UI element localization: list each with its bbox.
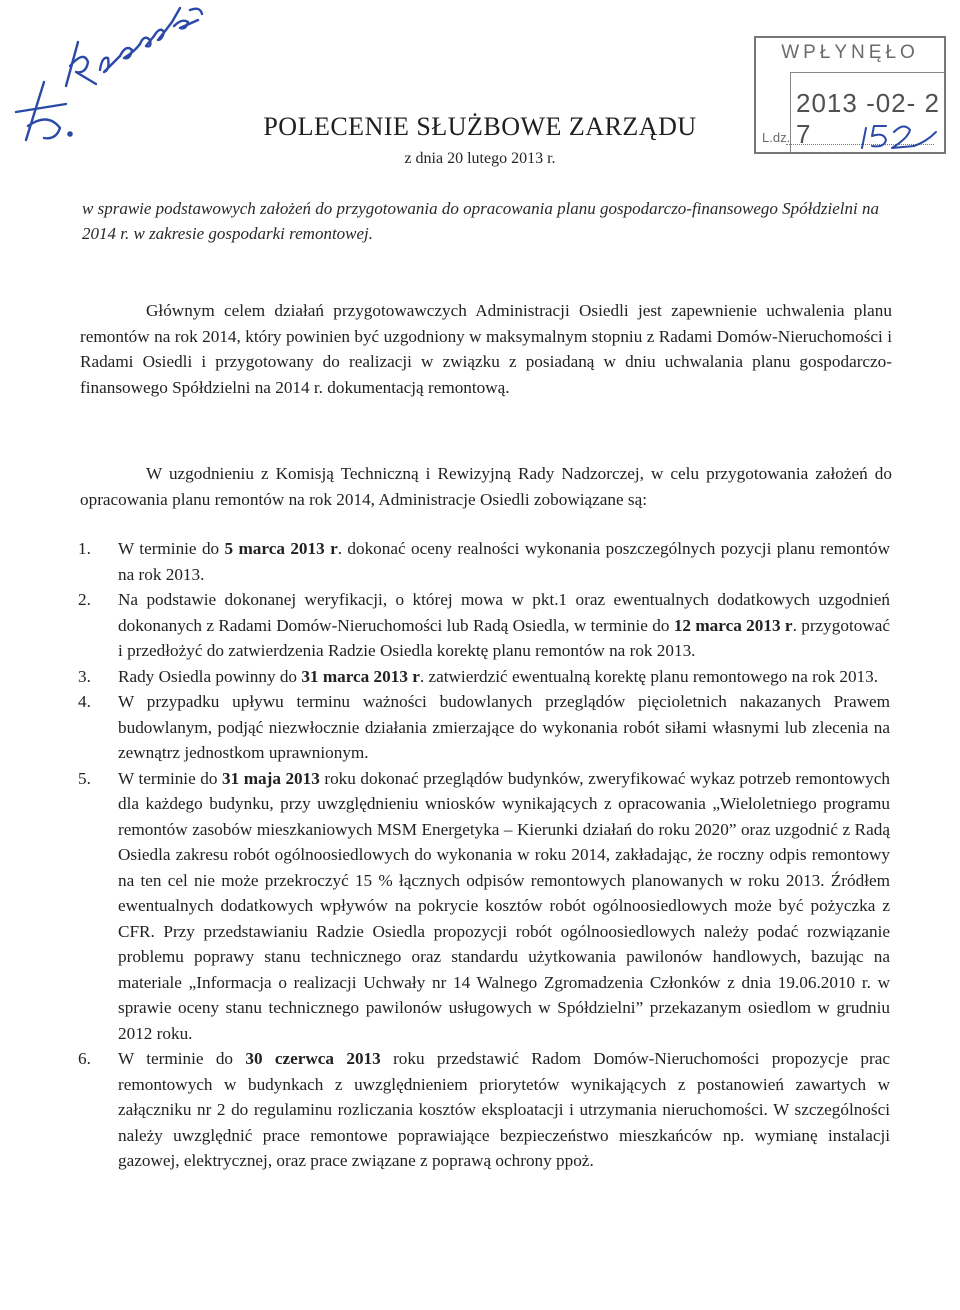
list-item-deadline: 12 marca 2013 r (673, 615, 793, 635)
document-subject: w sprawie podstawowych założeń do przygotowania do opracowania planu gospodarczo-finansowego Spółdzielni na 2014 r. w zakresie gospodarki remontowej. (82, 199, 879, 243)
list-item (78, 689, 890, 766)
list-item-text: W przypadku upływu terminu ważności budowlanych przeglądów pięcioletnich nakazanych Prawem budowlanym, podjąć niezwłocznie działania zmierzające do wykonania robót siłami własnymi lub zlecenia na zewnątrz jednostkom uprawnionym. (118, 692, 890, 762)
list-item-text: roku dokonać przeglądów budynków, zweryfikować wykaz potrzeb remontowych dla każdego budynku, przy uwzględnieniu wniosków wynikających z opracowania „Wieloletniego programu remontów zasobów mieszkaniowych MSM Energetyka – Kierunki działań do roku 2020” oraz uzgodnić z Radą Osiedla zakresu robót ogólnoosiedlowych do wykonania w roku 2014, zakładając, że roczny odpis remontowy na ten cel nie może przekroczyć 15 % łącznych odpisów remontowych planowanych w roku 2013. Źródłem ewentualnych dodatkowych wpływów na pokrycie kosztów robót ogólnoosiedlowych może być pożyczka z CFR. Przy przedstawianiu Radzie Osiedla propozycji robót ogólnoosiedlowych należy podać rozwiązanie problemu poprawy stanu technicznego oraz standardu użytkowania pawilonów handlowych, bazując na materiale „Informacja o realizacji Uchwały nr 14 Walnego Zgromadzenia Członków z dnia 19.06.2010 r. w sprawie oceny stanu technicznego pawilonów usługowych w Spółdzielni” przekazanym osiedlom w grudniu 2012 roku. (118, 768, 890, 1043)
list-item (78, 1046, 890, 1174)
list-item-number: 4. (78, 692, 91, 711)
list-item-number: 2. (78, 590, 91, 609)
stamp-date: 2013 -02- 2 7 (796, 88, 940, 149)
list-item-deadline: 31 marca 2013 r (301, 666, 420, 686)
list-item-text: Rady Osiedla powinny do (118, 666, 302, 686)
list-item (78, 587, 890, 664)
document-date: z dnia 20 lutego 2013 r. (404, 150, 556, 167)
document-title: POLECENIE SŁUŻBOWE ZARZĄDU (263, 112, 697, 141)
list-item-deadline: 5 marca 2013 r (224, 539, 338, 558)
stamp-divider (790, 72, 944, 73)
list-item-deadline: 31 maja 2013 (221, 768, 320, 788)
list-item-number: 1. (78, 539, 91, 558)
list-item (78, 766, 890, 1047)
list-item-text: W terminie do (118, 768, 222, 788)
list-item-text: W terminie do (118, 1049, 246, 1068)
list-item-number: 5. (78, 768, 91, 788)
list-item-text: . przygotować i przedłożyć do zatwierdzenia Radzie Osiedla korektę planu remontów na rok 2013. (118, 615, 890, 660)
obligations-list (78, 536, 890, 1174)
list-item (78, 536, 890, 587)
list-item (78, 664, 890, 690)
obligations-paragraph: W uzgodnieniu z Komisją Techniczną i Rewizyjną Rady Nadzorczej, w celu przygotowania założeń do opracowania planu remontów na rok 2014, Administracje Osiedli zobowiązane są: (80, 464, 892, 509)
list-item-deadline: 30 czerwca 2013 (245, 1049, 381, 1068)
stamp-ldz-label: L.dz. (762, 130, 791, 145)
list-item-text: . zatwierdzić ewentualną korektę planu remontowego na rok 2013. (419, 666, 879, 686)
list-item-text: roku przedstawić Radom Domów-Nieruchomości propozycje prac remontowych w budynkach z uwzględnieniem priorytetów wynikających z postanowień zawartych w załączniku nr 2 do regulaminu rozliczania kosztów eksploatacji i utrzymania nieruchomości. W szczególności należy uwzględnić prace remontowe poprawiające bezpieczeństwo mieszkańców np. wymianę instalacji gazowej, elektrycznej, oraz prace związane z poprawą ochrony ppoż. (118, 1049, 890, 1170)
list-item-number: 6. (78, 1049, 91, 1068)
list-item-text: W terminie do (118, 539, 225, 558)
list-item-text: . dokonać oceny realności wykonania poszczególnych pozycji planu remontów na rok 2013. (118, 539, 890, 584)
list-item-number: 3. (78, 666, 91, 686)
list-item-text: Na podstawie dokonanej weryfikacji, o której mowa w pkt.1 oraz ewentualnych dodatkowych uzgodnień dokonanych z Radami Domów-Nieruchomości lub Radą Osiedla, w terminie do (118, 590, 890, 635)
intro-paragraph: Głównym celem działań przygotowawczych Administracji Osiedli jest zapewnienie uchwalenia planu remontów na rok 2014, który powinien być uzgodniony w maksymalnym stopniu z Radami Domów-Nieruchomości i Radami Osiedli i przygotowany do realizacji w związku z posiadaną w dniu uchwalania planu gospodarczo-finansowego Spółdzielni na 2014 r. dokumentacją remontową. (80, 301, 892, 397)
stamp-label: WPŁYNĘŁO (781, 42, 919, 63)
